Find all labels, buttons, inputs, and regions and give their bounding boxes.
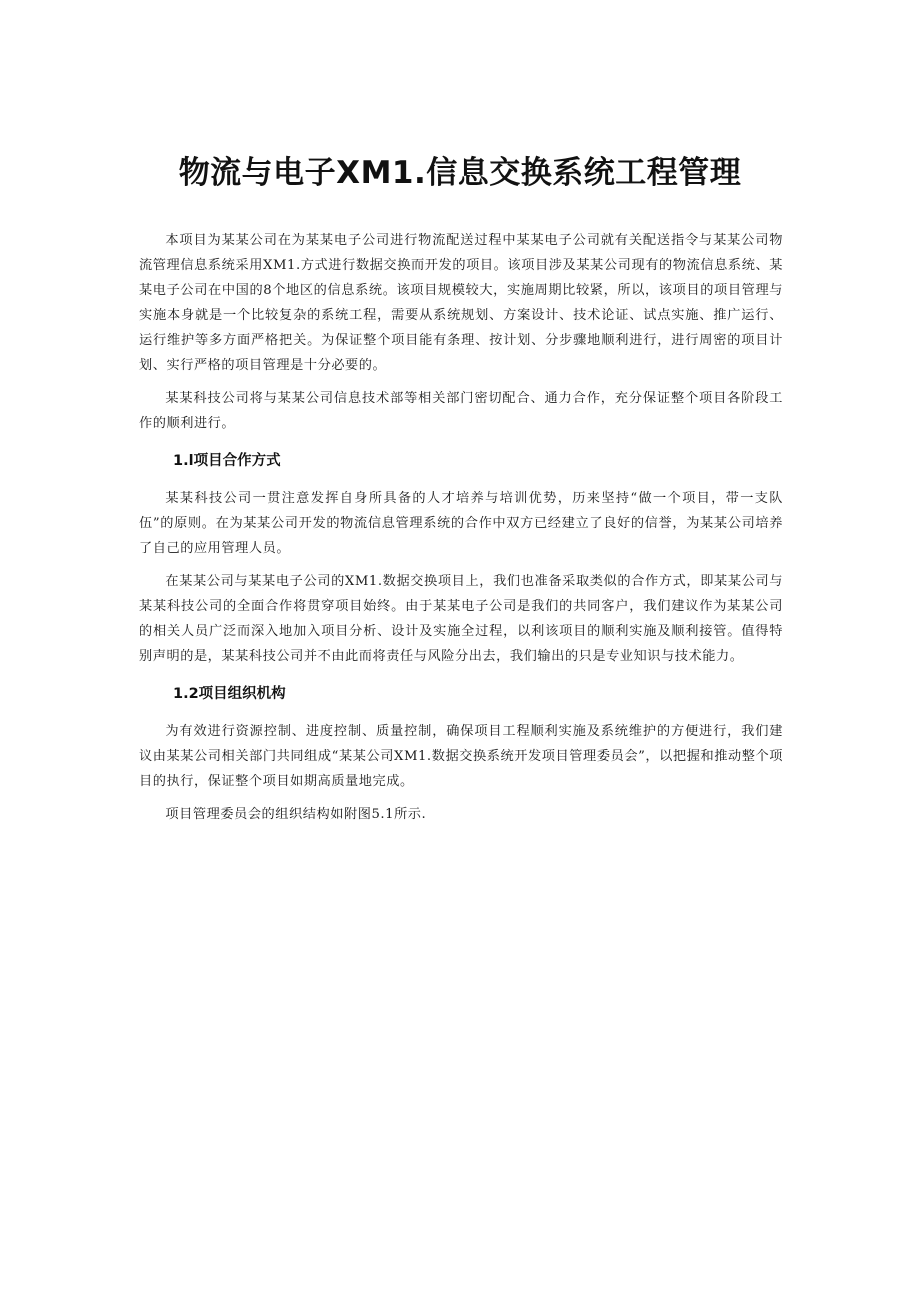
section-cooperation xyxy=(139,449,783,669)
cooperation-paragraph-2: 在某某公司与某某电子公司的XM1.数据交换项目上，我们也准备采取类似的合作方式，即某某公司与某某科技公司的全面合作将贯穿项目始终。由于某某电子公司是我们的共同客户，我们建议作为某某公司的相关人员广泛而深入地加入项目分析、设计及实施全过程，以利该项目的顺利实施及顺利接管。值得特别声明的是，某某科技公司并不由此而将责任与风险分出去，我们输出的只是专业知识与技术能力。 xyxy=(139,574,783,664)
cooperation-paragraph-1: 某某科技公司一贯注意发挥自身所具备的人才培养与培训优势，历来坚持“做一个项目，带一支队伍”的原则。在为某某公司开发的物流信息管理系统的合作中双方已经建立了良好的信誉，为某某公司培养了自己的应用管理人员。 xyxy=(139,491,783,556)
organization-paragraph-2: 项目管理委员会的组织结构如附图5.1所示. xyxy=(165,807,427,822)
section-organization xyxy=(139,682,783,827)
document-title: 物流与电子XM1.信息交换系统工程管理 xyxy=(178,155,742,191)
organization-paragraph-1: 为有效进行资源控制、进度控制、质量控制，确保项目工程顺利实施及系统维护的方便进行，我们建议由某某公司相关部门共同组成“某某公司XM1.数据交换系统开发项目管理委员会”，以把握和推动整个项目的执行，保证整个项目如期高质量地完成。 xyxy=(139,724,783,789)
section-heading-organization: 1.2项目组织机构 xyxy=(173,686,286,702)
intro-paragraph-2: 某某科技公司将与某某公司信息技术部等相关部门密切配合、通力合作，充分保证整个项目各阶段工作的顺利进行。 xyxy=(139,391,783,431)
section-heading-cooperation: 1.l项目合作方式 xyxy=(173,453,281,469)
document-body xyxy=(139,228,783,835)
intro-paragraph-1: 本项目为某某公司在为某某电子公司进行物流配送过程中某某电子公司就有关配送指令与某某公司物流管理信息系统采用XM1.方式进行数据交换而开发的项目。该项目涉及某某公司现有的物流信息系统、某某电子公司在中国的8个地区的信息系统。该项目规模较大，实施周期比较紧，所以，该项目的项目管理与实施本身就是一个比较复杂的系统工程，需要从系统规划、方案设计、技术论证、试点实施、推广运行、运行维护等多方面严格把关。为保证整个项目能有条理、按计划、分步骤地顺利进行，进行周密的项目计划、实行严格的项目管理是十分必要的。 xyxy=(139,233,783,373)
